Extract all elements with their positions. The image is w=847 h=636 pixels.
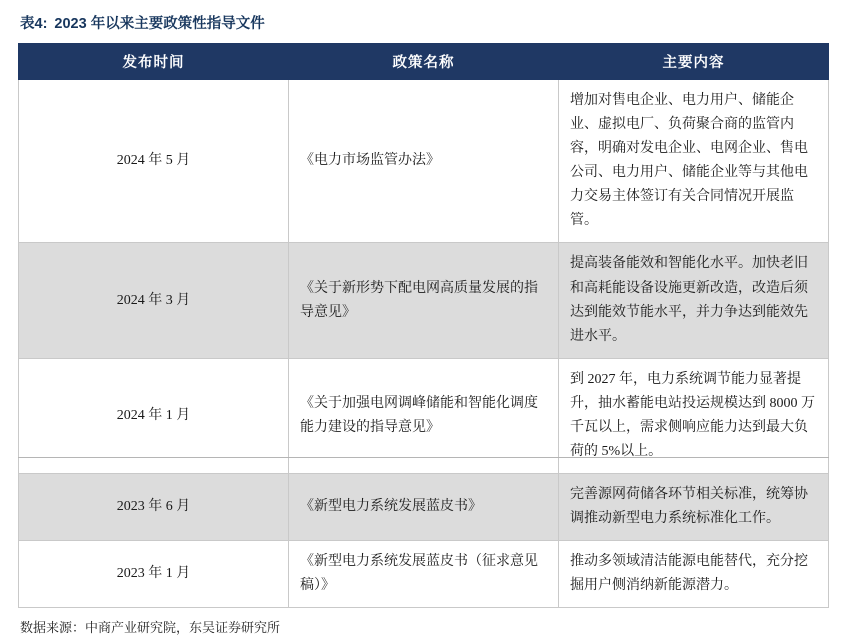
cell-policy-name: 《电力市场监管办法》 bbox=[289, 80, 559, 243]
table-row bbox=[19, 80, 829, 243]
cell-date: 2024 年 3 月 bbox=[19, 243, 289, 358]
cell-main-content: 到 2027 年，电力系统调节能力显著提升，抽水蓄能电站投运规模达到 8000 万千瓦以上，需求侧响应能力达到最大负荷的 5%以上。 bbox=[559, 358, 829, 473]
cell-main-content: 完善源网荷储各环节相关标准，统筹协调推动新型电力系统标准化工作。 bbox=[559, 474, 829, 541]
cell-policy-name: 《关于加强电网调峰储能和智能化调度能力建设的指导意见》 bbox=[289, 358, 559, 473]
cell-main-content: 提高装备能效和智能化水平。加快老旧和高耗能设备设施更新改造，改造后须达到能效节能水平，并力争达到能效先进水平。 bbox=[559, 243, 829, 358]
cell-policy-name: 《新型电力系统发展蓝皮书》 bbox=[289, 474, 559, 541]
cell-date: 2024 年 5 月 bbox=[19, 80, 289, 243]
table-header bbox=[19, 44, 829, 80]
cell-main-content: 增加对售电企业、电力用户、储能企业、虚拟电厂、负荷聚合商的监管内容，明确对发电企业、电网企业、售电公司、电力用户、储能企业等与其他电力交易主体签订有关合同情况开展监管。 bbox=[559, 80, 829, 243]
column-header-name: 政策名称 bbox=[289, 44, 559, 80]
table-title-text: 2023 年以来主要政策性指导文件 bbox=[54, 16, 265, 32]
cell-main-content: 推动多领域清洁能源电能替代，充分挖掘用户侧消纳新能源潜力。 bbox=[559, 541, 829, 608]
footer-divider bbox=[18, 457, 829, 458]
cell-date: 2023 年 6 月 bbox=[19, 474, 289, 541]
policy-table bbox=[18, 43, 829, 608]
cell-date: 2023 年 1 月 bbox=[19, 541, 289, 608]
table-row bbox=[19, 243, 829, 358]
column-header-content: 主要内容 bbox=[559, 44, 829, 80]
table-title-label: 表4: bbox=[20, 16, 48, 32]
cell-policy-name: 《关于新形势下配电网高质量发展的指导意见》 bbox=[289, 243, 559, 358]
table-title bbox=[18, 0, 829, 43]
column-header-date: 发布时间 bbox=[19, 44, 289, 80]
table-row bbox=[19, 541, 829, 608]
table-body bbox=[19, 80, 829, 608]
cell-policy-name: 《新型电力系统发展蓝皮书（征求意见稿）》 bbox=[289, 541, 559, 608]
table-row bbox=[19, 474, 829, 541]
table-header-row bbox=[19, 44, 829, 80]
cell-date: 2024 年 1 月 bbox=[19, 358, 289, 473]
source-note: 数据来源：中商产业研究院，东吴证券研究所 bbox=[20, 620, 281, 636]
